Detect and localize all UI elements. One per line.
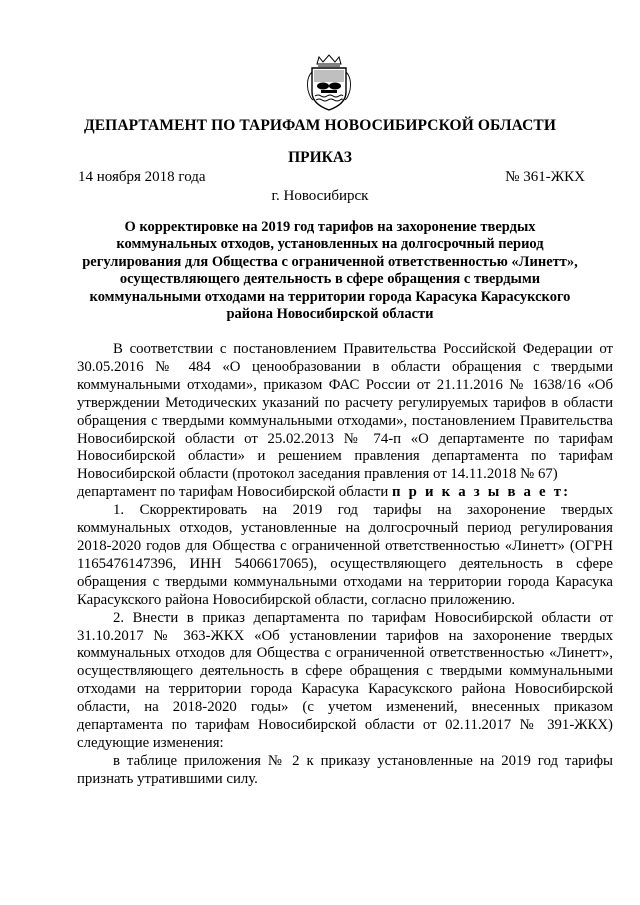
item-1-paragraph: 1. Скорректировать на 2019 год тарифы на захоронение твердых коммунальных отходов, установленные на долгосрочный период регулирования 2018-2020 годов для Общества с ограниченной ответственностью «Линетт» (ОГРН 1165476147396, ИНН 5406617065), осуществляющего деятельность в сфере обращения с твердыми коммунальными отходами на территории города Карасука Карасукского района Новосибирской области, согласно приложению. [77,502,613,608]
item-2-detail-paragraph: в таблице приложения № 2 к приказу установленные на 2019 год тарифы признать утратившими силу. [77,752,613,787]
document-type-title: ПРИКАЗ [288,149,352,166]
item-2-paragraph: 2. Внести в приказ департамента по тарифам Новосибирской области от 31.10.2017 № 363-ЖКХ «Об установлении тарифов на захоронение твердых коммунальных отходов для Общества с ограниченной ответственностью «Линетт», осуществляющего деятельность в сфере обращения с твердыми коммунальными отходами на территории города Карасука Карасукского района Новосибирской области, на 2018-2020 годы» (с учетом изменений, внесенных приказом департамента по тарифам Новосибирской области от 02.11.2017 № 391-ЖКХ) следующие изменения: [77,609,613,751]
preamble-paragraph: В соответствии с постановлением Правительства Российской Федерации от 30.05.2016 № 484 «О ценообразовании в области обращения с твердыми коммунальными отходами», приказом ФАС России от 21.11.2016 № 1638/16 «Об утверждении Методических указаний по расчету регулируемых тарифов в области обращения с твердыми коммунальными отходами», постановлением Правительства Новосибирской области от 25.02.2013 № 74-п «О департаменте по тарифам Новосибирской области» и решением правления департамента по тарифам Новосибирской области (протокол заседания правления от 14.11.2018 № 67) [77,341,613,483]
orders-lead: департамент по тарифам Новосибирской области [77,484,393,501]
order-subject: О корректировке на 2019 год тарифов на захоронение твердых коммунальных отходов, установленных на долгосрочный период регулирования для Общества с ограниченной ответственностью «Линетт», осуществляющего деятельность в сфере обращения с твердыми коммунальными отходами на территории города Карасука Карасукского района Новосибирской области [82,219,578,323]
issue-city: г. Новосибирск [271,188,369,204]
department-title: ДЕПАРТАМЕНТ ПО ТАРИФАМ НОВОСИБИРСКОЙ ОБЛАСТИ [83,117,557,134]
orders-clause [77,484,613,502]
order-number: № 361-ЖКХ [505,169,585,185]
order-body [77,341,613,789]
orders-word: п р и к а з ы в а е т: [392,484,571,501]
order-date: 14 ноября 2018 года [78,169,206,185]
coat-of-arms-emblem-icon [303,54,355,112]
